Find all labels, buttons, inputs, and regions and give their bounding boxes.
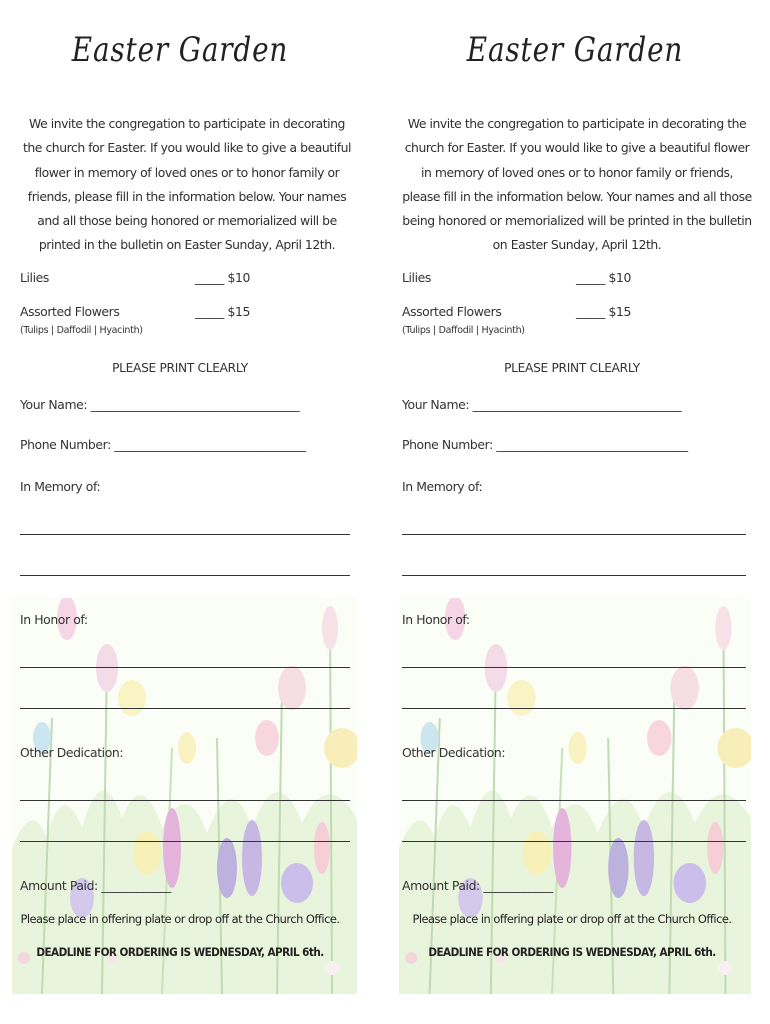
in-memory-line-2[interactable] [402,575,746,576]
ordering-deadline: DEADLINE FOR ORDERING IS WEDNESDAY, APRIL 6th. [36,945,324,959]
in-memory-line-1[interactable] [20,534,350,535]
in-memory-line-2[interactable] [20,575,350,576]
lilies-price-field[interactable]: _____ $10 [195,270,250,285]
in-memory-of-label: In Memory of: [20,479,101,494]
other-dedication-line-1[interactable] [20,800,350,801]
phone-number-field[interactable]: Phone Number: _________________________________ [402,437,688,452]
assorted-flowers-types: (Tulips | Daffodil | Hyacinth) [402,325,525,336]
drop-off-note: Please place in offering plate or drop off at the Church Office. [412,912,732,926]
flyer-right [395,0,755,1000]
in-memory-line-1[interactable] [402,534,746,535]
in-honor-line-1[interactable] [402,667,746,668]
in-honor-line-2[interactable] [20,708,350,709]
other-dedication-line-1[interactable] [402,800,746,801]
flyer-title: Easter Garden [466,30,684,70]
in-memory-of-label: In Memory of: [402,479,483,494]
invitation-paragraph: We invite the congregation to participate in decorating the church for Easter. If you would like to give a beautiful flower in memory of loved ones or to honor family or friends, please fill in the information below. Your names and all those being honored or memorialized will be printed in the bulletin on Easter Sunday, April 12th. [402,116,752,253]
print-clearly-heading: PLEASE PRINT CLEARLY [504,361,640,375]
amount-paid-field[interactable]: Amount Paid: ____________ [402,878,553,893]
lilies-label: Lilies [402,270,431,285]
assorted-flowers-label: Assorted Flowers [402,304,502,319]
other-dedication-label: Other Dedication: [20,745,124,760]
assorted-flowers-price-field[interactable]: _____ $15 [576,304,631,319]
watercolor-flower-garden [399,598,751,994]
in-honor-line-2[interactable] [402,708,746,709]
in-honor-line-1[interactable] [20,667,350,668]
your-name-field[interactable]: Your Name: ____________________________________ [402,397,682,412]
lilies-price-field[interactable]: _____ $10 [576,270,631,285]
in-honor-of-label: In Honor of: [20,612,88,627]
your-name-field[interactable]: Your Name: ____________________________________ [20,397,300,412]
other-dedication-line-2[interactable] [402,841,746,842]
assorted-flowers-price-field[interactable]: _____ $15 [195,304,250,319]
lilies-label: Lilies [20,270,49,285]
other-dedication-line-2[interactable] [20,841,350,842]
drop-off-note: Please place in offering plate or drop off at the Church Office. [20,912,340,926]
other-dedication-label: Other Dedication: [402,745,506,760]
ordering-deadline: DEADLINE FOR ORDERING IS WEDNESDAY, APRIL 6th. [428,945,716,959]
assorted-flowers-types: (Tulips | Daffodil | Hyacinth) [20,325,143,336]
invitation-paragraph: We invite the congregation to participate in decorating the church for Easter. If you would like to give a beautiful flower in memory of loved ones or to honor family or friends, please fill in the information below. Your names and all those being honored or memorialized will be printed in the bulletin on Easter Sunday, April 12th. [22,116,352,253]
phone-number-field[interactable]: Phone Number: _________________________________ [20,437,306,452]
flyer-left [0,0,360,1000]
in-honor-of-label: In Honor of: [402,612,470,627]
watercolor-flower-garden [12,598,357,994]
flyer-title: Easter Garden [71,30,289,70]
amount-paid-field[interactable]: Amount Paid: ____________ [20,878,171,893]
print-clearly-heading: PLEASE PRINT CLEARLY [112,361,248,375]
assorted-flowers-label: Assorted Flowers [20,304,120,319]
